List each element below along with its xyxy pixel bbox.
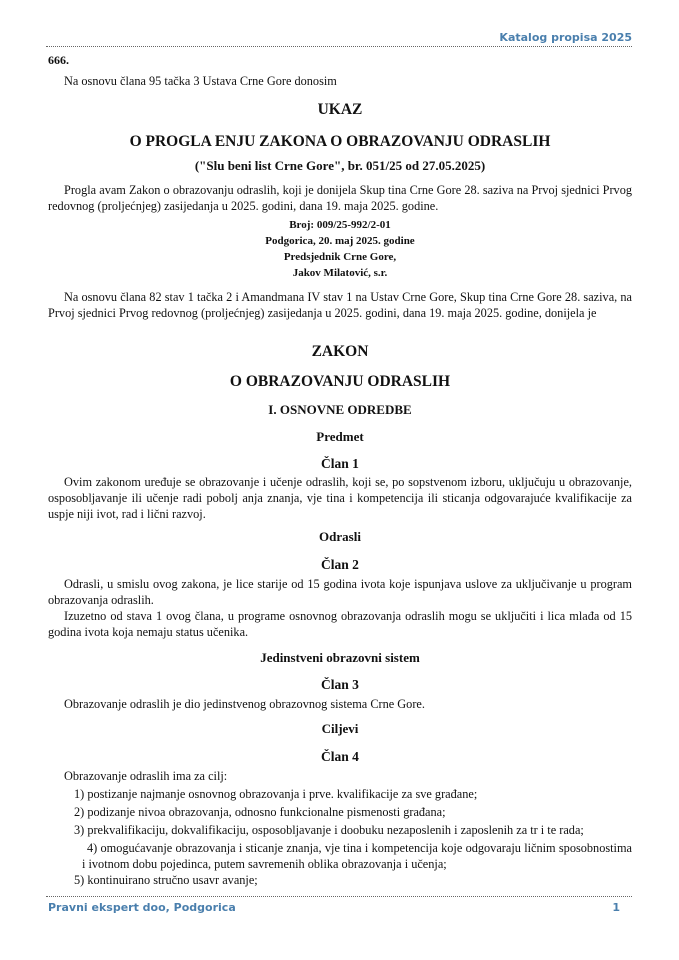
proclamation-text: Progla avam Zakon o obrazovanju odraslih, koji je donijela Skup tina Crne Gore 28. saziva na Prvoj sjednici Prvog redovnog (proljećnjeg) zasijedanja u 2025. godini, dana 19. maja 2025. godine. [48,183,632,213]
section-heading: Jedinstveni obrazovni sistem [260,650,420,665]
intro-text: Na osnovu člana 95 tačka 3 Ustava Crne Gore donosim [64,74,337,88]
gazette-reference: ("Slu beni list Crne Gore", br. 051/25 od 27.05.2025) [194,158,486,173]
chapter-title: I. OSNOVNE ODREDBE [268,402,412,417]
section-heading: Predmet [316,429,364,444]
page-number: 1 [612,901,620,914]
article-title: Član 3 [321,677,359,692]
ukaz-subtitle: O PROGLA ENJU ZAKONA O OBRAZOVANJU ODRASLIH [129,133,551,150]
list-item: 1) postizanje najmanje osnovnog obrazovanja i prve. kvalifikacije za sve građane; [74,787,478,801]
article-title: Član 4 [321,749,359,764]
place-date: Podgorica, 20. maj 2025. godine [265,235,415,247]
law-title: ZAKON [311,343,369,360]
document-number: 666. [48,53,69,67]
list-item: 2) podizanje nivoa obrazovanja, odnosno funkcionalne pismenosti građana; [74,805,446,819]
section-heading: Ciljevi [321,721,359,736]
preamble-text: Na osnovu člana 82 stav 1 tačka 2 i Amandmana IV stav 1 na Ustav Crne Gore, Skup tina Crne Gore 28. saziva, na Prvoj sjednici Prvog redovnog (proljećnjeg) zasijedanja u 2025. godini, dana 19. maja 2025. godine, donijela je [48,290,632,320]
footer-publisher: Pravni ekspert doo, Podgorica [48,901,236,914]
law-subtitle: O OBRAZOVANJU ODRASLIH [229,373,451,390]
section-heading: Odrasli [319,529,361,544]
broj: Broj: 009/25-992/2-01 [289,219,391,231]
list-item: 4) omogućavanje obrazovanja i sticanje znanja, vje tina i kompetencija koje odgovaraju ličnim sposobnostima i ivotnom dobu pojedinca, putem savremenih oblika obrazovanja i učenja; [82,841,632,871]
article-text: Izuzetno od stava 1 ovog člana, u programe osnovnog obrazovanja odraslih mogu se uključiti i lica mlađa od 15 godina ivota koja nemaju status učenika. [48,609,632,639]
article-text: Ovim zakonom uređuje se obrazovanje i učenje odraslih, koji se, po sopstvenom izboru, uključuju u obrazovanje, osposobljavanje ili učenje radi pobolj anja znanja, vje tina i kompetencija ili sticanja odgovarajuće kvalifikacije za uspje niji ivot, rad i lični razvoj. [48,475,632,521]
header-title: Katalog propisa 2025 [499,31,632,44]
footer-divider [46,896,632,897]
signer-name: Jakov Milatović, s.r. [292,267,388,279]
header-divider [46,46,632,47]
article-text: Obrazovanje odraslih ima za cilj: [64,769,228,783]
list-item: 5) kontinuirano stručno usavr avanje; [74,873,258,887]
list-item: 3) prekvalifikaciju, dokvalifikaciju, osposobljavanje i doobuku nezaposlenih i zaposlenih za tr i te rada; [74,823,584,837]
signer-title: Predsjednik Crne Gore, [283,251,397,263]
article-text: Odrasli, u smislu ovog zakona, je lice starije od 15 godina ivota koje ispunjava uslove za uključivanje u program obrazovanja odraslih. [48,577,632,607]
ukaz-title: UKAZ [317,101,363,118]
article-title: Član 2 [321,557,359,572]
article-title: Član 1 [321,456,359,471]
article-text: Obrazovanje odraslih je dio jedinstvenog obrazovnog sistema Crne Gore. [64,697,425,711]
